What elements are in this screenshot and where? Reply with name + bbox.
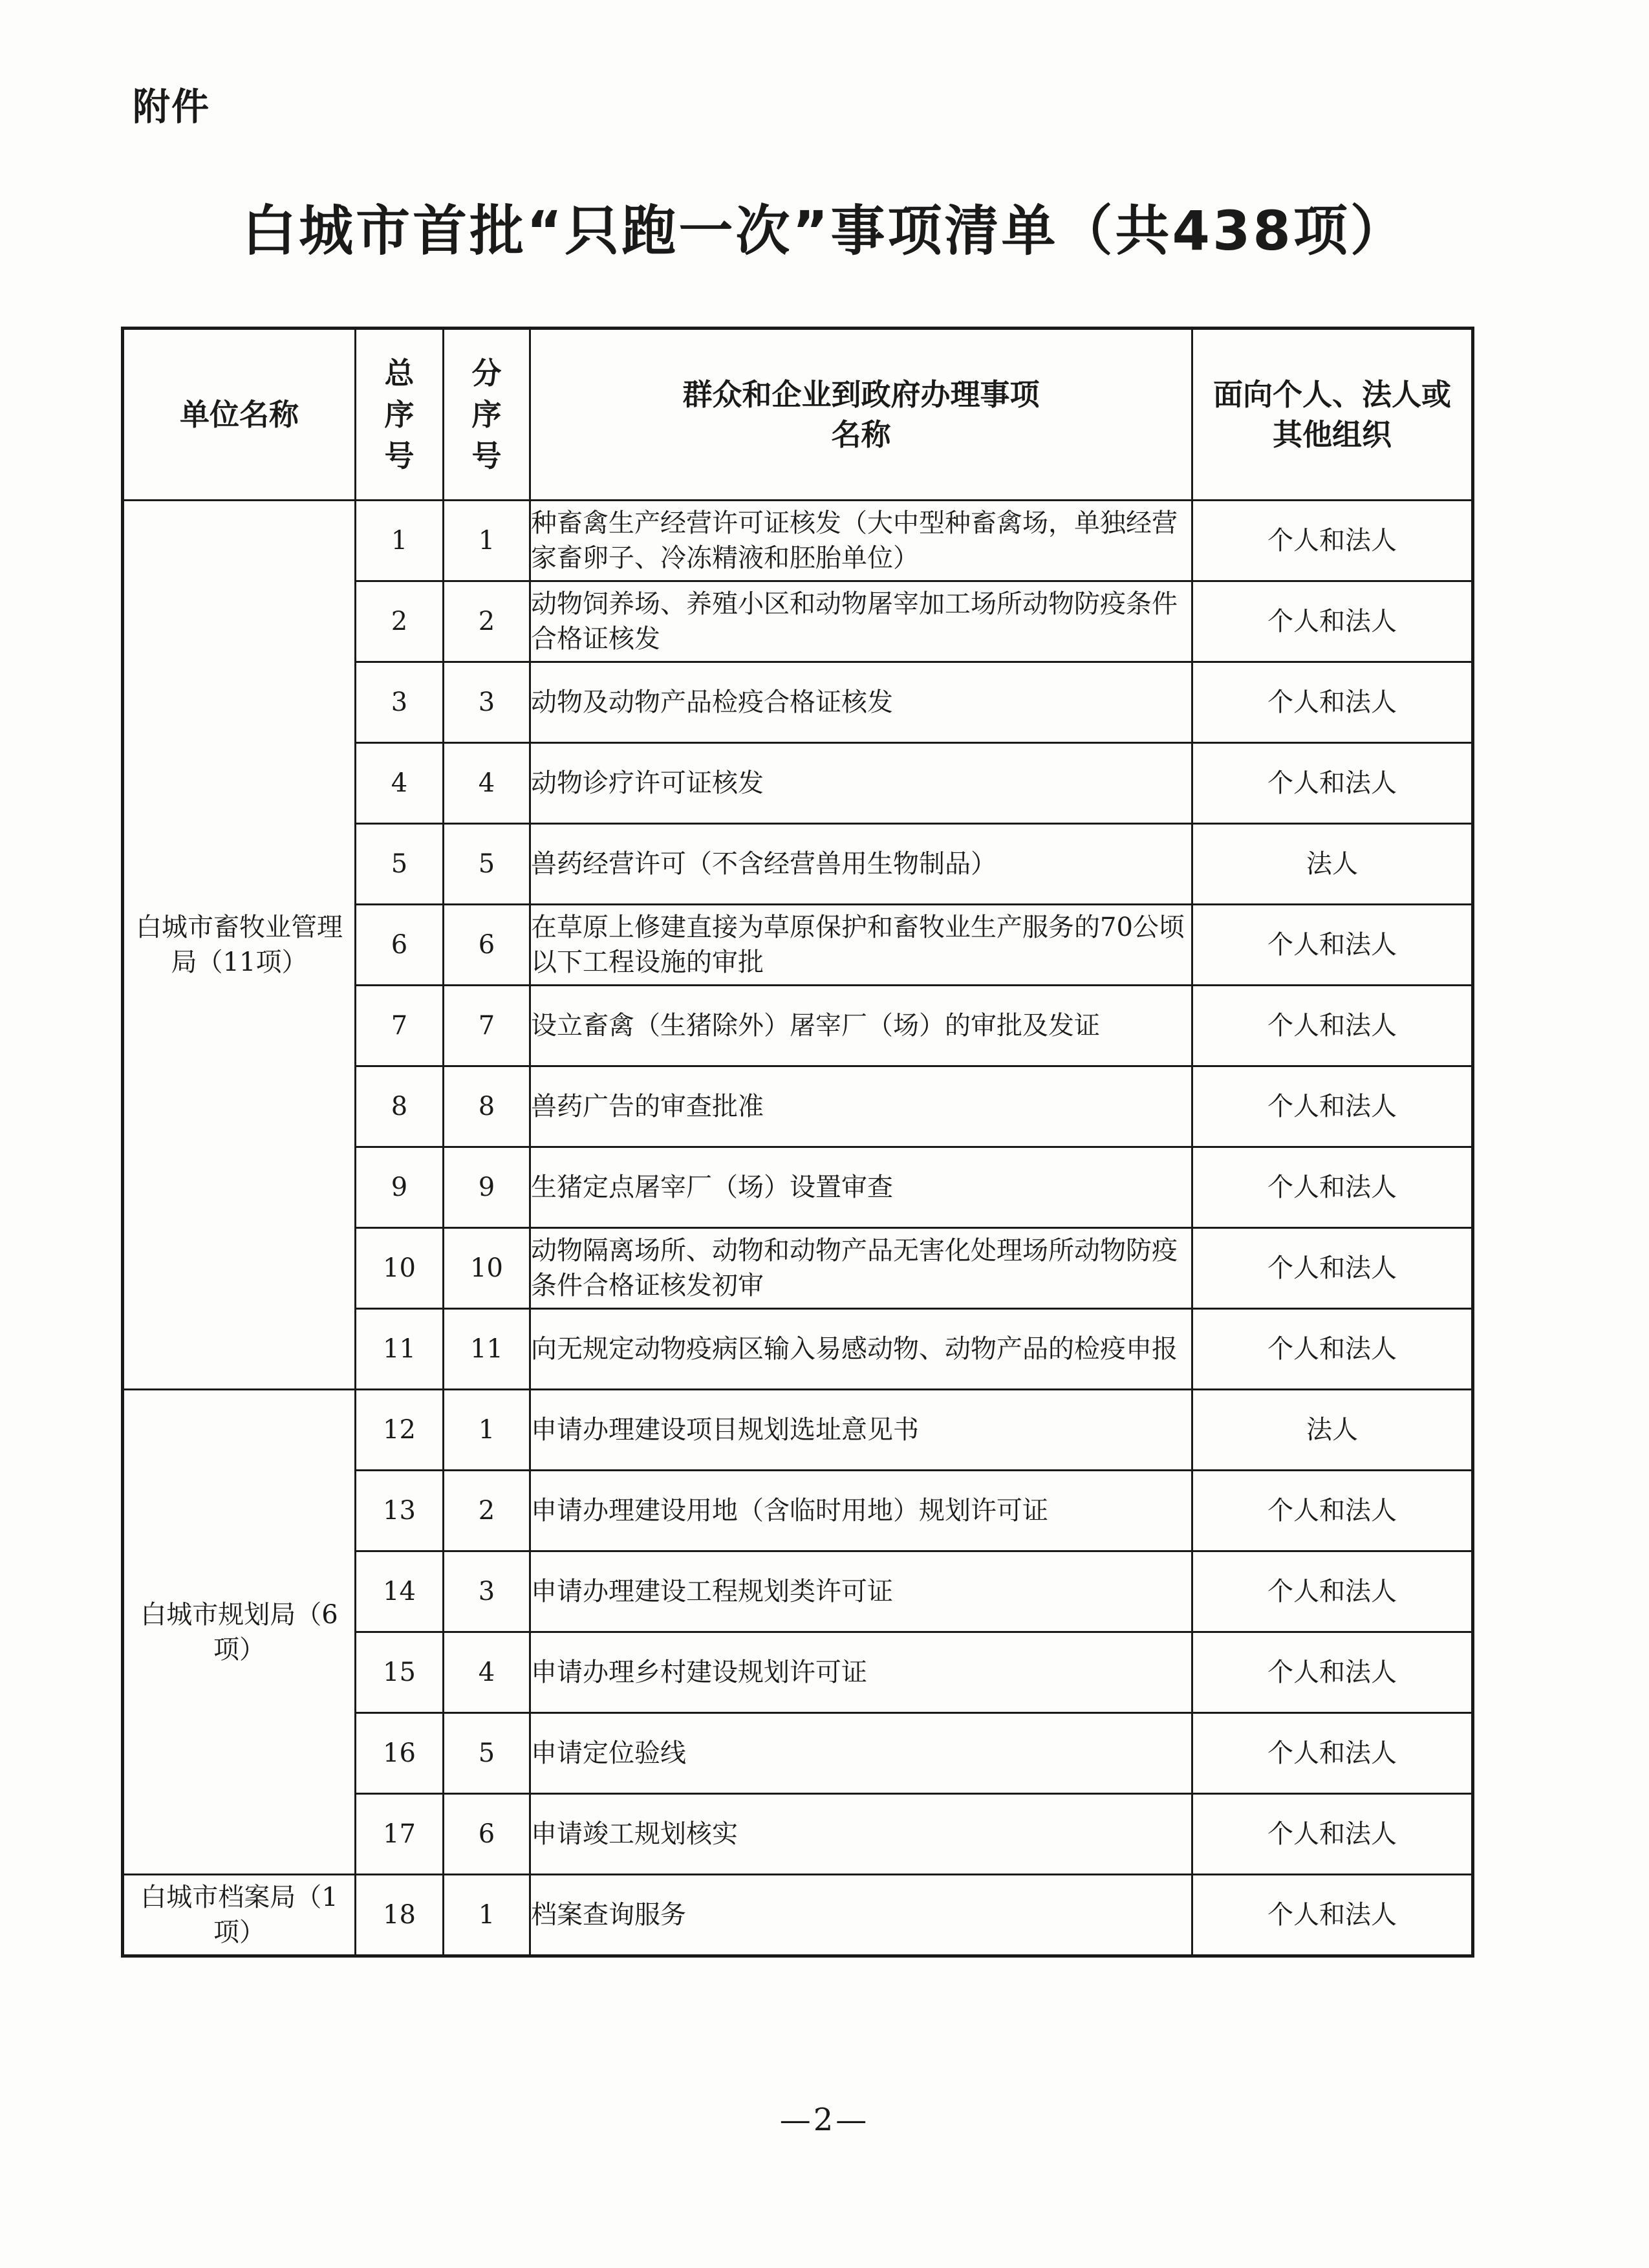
target-cell: 个人和法人 <box>1192 905 1473 986</box>
target-cell: 个人和法人 <box>1192 1713 1473 1794</box>
item-name-cell: 档案查询服务 <box>530 1875 1192 1956</box>
header-unit: 单位名称 <box>123 329 356 501</box>
page-title: 白城市首批“只跑一次”事项清单（共438项） <box>242 199 1407 263</box>
sub-no-cell: 10 <box>444 1228 530 1309</box>
target-cell: 个人和法人 <box>1192 743 1473 824</box>
total-no-cell: 18 <box>356 1875 444 1956</box>
target-cell: 个人和法人 <box>1192 1309 1473 1390</box>
sub-no-cell: 4 <box>444 743 530 824</box>
total-no-cell: 16 <box>356 1713 444 1794</box>
target-cell: 法人 <box>1192 824 1473 905</box>
item-name-cell: 申请办理建设用地（含临时用地）规划许可证 <box>530 1471 1192 1551</box>
sub-no-cell: 3 <box>444 1551 530 1632</box>
sub-no-cell: 1 <box>444 1875 530 1956</box>
item-name-cell: 动物及动物产品检疫合格证核发 <box>530 662 1192 743</box>
total-no-cell: 2 <box>356 581 444 662</box>
table-row <box>123 1390 1473 1471</box>
item-name-cell: 申请办理建设项目规划选址意见书 <box>530 1390 1192 1471</box>
total-no-cell: 6 <box>356 905 444 986</box>
sub-no-cell: 2 <box>444 1471 530 1551</box>
sub-no-cell: 9 <box>444 1147 530 1228</box>
target-cell: 个人和法人 <box>1192 1066 1473 1147</box>
sub-no-cell: 1 <box>444 501 530 581</box>
sub-no-cell: 1 <box>444 1390 530 1471</box>
item-name-cell: 申请办理建设工程规划类许可证 <box>530 1551 1192 1632</box>
target-cell: 个人和法人 <box>1192 581 1473 662</box>
total-no-cell: 15 <box>356 1632 444 1713</box>
header-total-no <box>356 329 444 501</box>
item-name-cell: 兽药经营许可（不含经营兽用生物制品） <box>530 824 1192 905</box>
attachment-label: 附件 <box>133 85 211 129</box>
header-sub-no <box>444 329 530 501</box>
sub-no-cell: 11 <box>444 1309 530 1390</box>
table-row <box>123 1875 1473 1956</box>
item-name-cell: 申请定位验线 <box>530 1713 1192 1794</box>
sub-no-cell: 3 <box>444 662 530 743</box>
unit-name-cell: 白城市畜牧业管理局（11项） <box>123 501 356 1390</box>
header-item: 群众和企业到政府办理事项名称 <box>530 329 1192 501</box>
sub-no-cell: 7 <box>444 986 530 1066</box>
total-no-cell: 14 <box>356 1551 444 1632</box>
total-no-cell: 3 <box>356 662 444 743</box>
target-cell: 个人和法人 <box>1192 1794 1473 1875</box>
total-no-cell: 12 <box>356 1390 444 1471</box>
target-cell: 法人 <box>1192 1390 1473 1471</box>
page-number: —2— <box>779 2102 870 2138</box>
sub-no-cell: 5 <box>444 824 530 905</box>
sub-no-cell: 8 <box>444 1066 530 1147</box>
table-row <box>123 501 1473 581</box>
unit-name-cell: 白城市档案局（1项） <box>123 1875 356 1956</box>
item-name-cell: 设立畜禽（生猪除外）屠宰厂（场）的审批及发证 <box>530 986 1192 1066</box>
item-name-cell: 生猪定点屠宰厂（场）设置审查 <box>530 1147 1192 1228</box>
total-no-cell: 13 <box>356 1471 444 1551</box>
total-no-cell: 5 <box>356 824 444 905</box>
target-cell: 个人和法人 <box>1192 662 1473 743</box>
total-no-cell: 17 <box>356 1794 444 1875</box>
item-name-cell: 动物隔离场所、动物和动物产品无害化处理场所动物防疫条件合格证核发初审 <box>530 1228 1192 1309</box>
table-body <box>123 501 1473 1956</box>
target-cell: 个人和法人 <box>1192 1471 1473 1551</box>
item-name-cell: 在草原上修建直接为草原保护和畜牧业生产服务的70公顷以下工程设施的审批 <box>530 905 1192 986</box>
sub-no-cell: 6 <box>444 1794 530 1875</box>
header-target: 面向个人、法人或其他组织 <box>1192 329 1473 501</box>
sub-no-cell: 4 <box>444 1632 530 1713</box>
sub-no-cell: 2 <box>444 581 530 662</box>
header-sub-no-label: 分序号 <box>471 356 502 473</box>
total-no-cell: 10 <box>356 1228 444 1309</box>
item-name-cell: 向无规定动物疫病区输入易感动物、动物产品的检疫申报 <box>530 1309 1192 1390</box>
item-name-cell: 申请办理乡村建设规划许可证 <box>530 1632 1192 1713</box>
unit-name-cell: 白城市规划局（6项） <box>123 1390 356 1875</box>
item-name-cell: 种畜禽生产经营许可证核发（大中型种畜禽场，单独经营家畜卵子、冷冻精液和胚胎单位） <box>530 501 1192 581</box>
target-cell: 个人和法人 <box>1192 986 1473 1066</box>
total-no-cell: 1 <box>356 501 444 581</box>
total-no-cell: 9 <box>356 1147 444 1228</box>
item-name-cell: 动物饲养场、养殖小区和动物屠宰加工场所动物防疫条件合格证核发 <box>530 581 1192 662</box>
total-no-cell: 11 <box>356 1309 444 1390</box>
item-name-cell: 申请竣工规划核实 <box>530 1794 1192 1875</box>
total-no-cell: 4 <box>356 743 444 824</box>
target-cell: 个人和法人 <box>1192 1228 1473 1309</box>
total-no-cell: 8 <box>356 1066 444 1147</box>
header-total-no-label: 总序号 <box>384 356 415 473</box>
target-cell: 个人和法人 <box>1192 1551 1473 1632</box>
target-cell: 个人和法人 <box>1192 1147 1473 1228</box>
item-list-table <box>121 327 1474 1958</box>
item-name-cell: 动物诊疗许可证核发 <box>530 743 1192 824</box>
table-header-row <box>123 329 1473 501</box>
sub-no-cell: 5 <box>444 1713 530 1794</box>
sub-no-cell: 6 <box>444 905 530 986</box>
target-cell: 个人和法人 <box>1192 1875 1473 1956</box>
total-no-cell: 7 <box>356 986 444 1066</box>
target-cell: 个人和法人 <box>1192 501 1473 581</box>
item-name-cell: 兽药广告的审查批准 <box>530 1066 1192 1147</box>
target-cell: 个人和法人 <box>1192 1632 1473 1713</box>
